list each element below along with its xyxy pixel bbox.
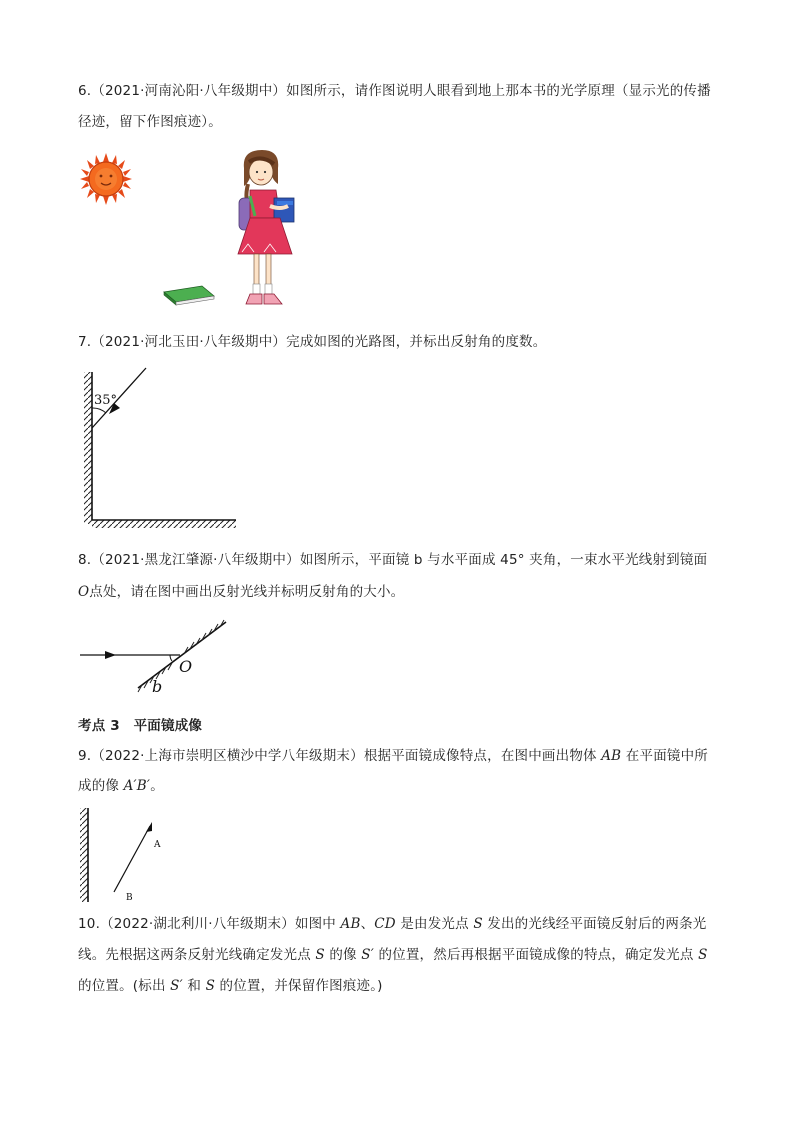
q10-line-2: 线。先根据这两条反射光线确定发光点 S 的像 S′ 的位置，然后再根据平面镜成像的特点，确定发光点 S xyxy=(78,947,708,963)
q6-line-1: 6.（2021·河南沁阳·八年级期中）如图所示，请作图说明人眼看到地上那本书的光学原理（显示光的传播 xyxy=(78,83,711,99)
angle-label: 35° xyxy=(94,393,118,408)
section-3-heading: 考点 3 平面镜成像 xyxy=(78,718,203,734)
horizontal-ray-arrow xyxy=(105,651,116,659)
q8-line-1: 8.（2021·黑龙江肇源·八年级期中）如图所示，平面镜 b 与水平面成 45° 夹角，一束水平光线射到镜面 xyxy=(78,552,708,568)
q9-mirror-hatch xyxy=(80,808,88,902)
horizontal-mirror-hatch xyxy=(92,520,236,528)
q8-angle-arc xyxy=(170,655,172,661)
angle-arc xyxy=(92,408,106,413)
q8-line-2: O点处，请在图中画出反射光线并标明反射角的大小。 xyxy=(78,584,405,600)
girl-illustration xyxy=(232,148,312,313)
q8-point-o: O xyxy=(78,584,90,600)
point-b-label: B xyxy=(126,893,133,903)
mirror-b-label: b xyxy=(152,677,163,696)
girl-arms xyxy=(270,206,288,208)
girl-leg-right xyxy=(266,254,271,288)
girl-shoe-right xyxy=(264,294,282,304)
q9-line-1: 9.（2022·上海市崇明区横沙中学八年级期末）根据平面镜成像特点，在图中画出物体 AB 在平面镜中所 xyxy=(78,748,708,764)
book-on-ground xyxy=(162,284,216,306)
object-ab-arrow xyxy=(114,826,150,892)
q9-diagram xyxy=(76,806,186,904)
q6-line-2: 径迹，留下作图痕迹）。 xyxy=(78,114,222,130)
q10-line-3: 的位置。(标出 S′ 和 S 的位置，并保留作图痕迹。) xyxy=(78,978,383,994)
sun-illustration xyxy=(78,153,134,205)
point-o-label: O xyxy=(179,657,193,676)
girl-shoe-left xyxy=(246,294,262,304)
girl-leg-left xyxy=(254,254,259,288)
q7-line-1: 7.（2021·河北玉田·八年级期中）完成如图的光路图，并标出反射角的度数。 xyxy=(78,334,547,350)
q10-line-1: 10.（2022·湖北利川·八年级期末）如图中 AB、CD 是由发光点 S 发出的光线经平面镜反射后的两条光 xyxy=(78,916,707,932)
q9-line-2: 成的像 A′B′。 xyxy=(78,778,164,794)
point-a-label: A xyxy=(154,840,161,850)
vertical-mirror-hatch xyxy=(84,372,92,524)
q8-diagram xyxy=(76,616,232,698)
q7-diagram xyxy=(76,362,242,534)
